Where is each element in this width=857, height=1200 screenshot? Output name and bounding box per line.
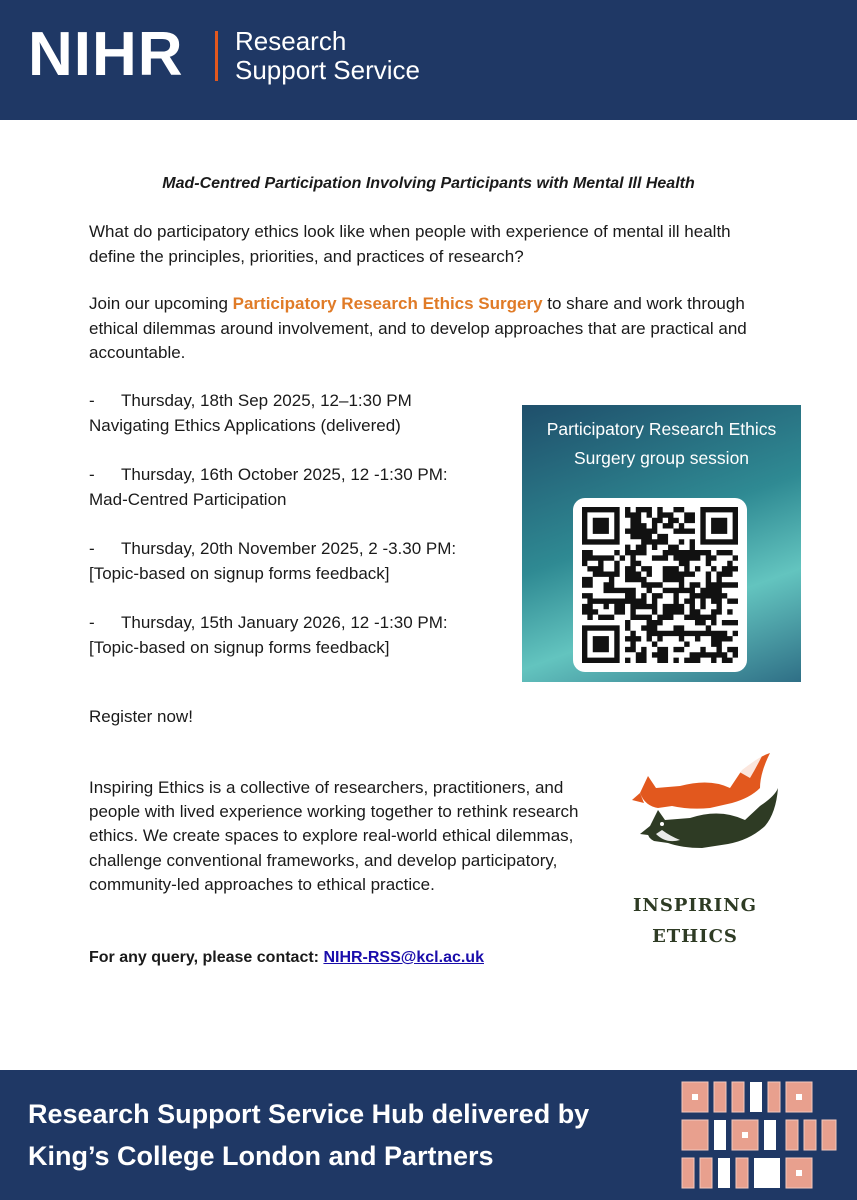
qr-signup-card[interactable] — [522, 405, 801, 682]
session-topic: [Topic-based on signup forms feedback] — [89, 637, 390, 657]
qr-code[interactable] — [573, 498, 747, 672]
session-list — [89, 389, 509, 685]
qr-title-line2: Surgery group session — [573, 448, 750, 468]
footer-text — [28, 1093, 589, 1177]
join-text-after: to share and work through ethical dilemmas around involvement, and to develop approaches that are practical and accountable. — [89, 294, 747, 362]
wordmark-line1: INSPIRING — [632, 895, 758, 916]
logo-subtitle-line2: Support Service — [235, 55, 420, 85]
header-banner — [0, 0, 857, 120]
inspiring-ethics-wordmark — [610, 890, 780, 952]
session-item — [89, 611, 509, 660]
contact-label: For any query, please contact: — [89, 949, 324, 966]
contact-email-link[interactable]: NIHR-RSS@kcl.ac.uk — [323, 949, 484, 966]
wordmark-line2: ETHICS — [652, 926, 738, 947]
footer-banner — [0, 1070, 857, 1200]
contact-line — [89, 949, 484, 967]
surgery-highlight: Participatory Research Ethics Surgery — [232, 294, 543, 313]
join-text-before: Join our upcoming — [89, 294, 233, 313]
logo-subtitle — [235, 27, 420, 85]
session-date: Thursday, 18th Sep 2025, 12–1:30 PM — [121, 391, 412, 410]
session-date: Thursday, 16th October 2025, 12 -1:30 PM: — [121, 465, 448, 484]
page-title: Mad-Centred Participation Involving Participants with Mental Ill Health — [162, 175, 695, 192]
intro-paragraph: What do participatory ethics look like when people with experience of mental ill health define the principles, priorities, and practices of research? — [89, 222, 731, 266]
bullet-dash: - — [89, 391, 95, 410]
footer-line1: Research Support Service Hub delivered by — [28, 1099, 590, 1129]
qr-code-icon — [582, 507, 738, 663]
session-item — [89, 537, 509, 586]
qr-title-line1: Participatory Research Ethics — [546, 419, 777, 439]
nihr-logo: NIHR — [28, 20, 184, 89]
bullet-dash: - — [89, 539, 95, 558]
session-date: Thursday, 20th November 2025, 2 -3.30 PM: — [121, 539, 457, 558]
session-topic: Mad-Centred Participation — [89, 489, 287, 509]
session-item — [89, 463, 509, 512]
logo-divider — [215, 31, 218, 81]
logo-subtitle-line1: Research — [235, 26, 347, 56]
session-item — [89, 389, 509, 438]
qr-card-title — [522, 415, 801, 473]
join-paragraph — [89, 292, 759, 366]
bullet-dash: - — [89, 465, 95, 484]
register-call-to-action: Register now! — [89, 707, 193, 726]
about-paragraph: Inspiring Ethics is a collective of researchers, practitioners, and people with lived experience working together to rethink research ethics. We create spaces to explore real-world ethical dilemmas, challenge conventional frameworks, and develop participatory, community-led approaches to ethical practice. — [89, 778, 579, 894]
session-date: Thursday, 15th January 2026, 12 -1:30 PM: — [121, 613, 448, 632]
footer-line2: King’s College London and Partners — [28, 1141, 494, 1171]
session-topic: [Topic-based on signup forms feedback] — [89, 563, 390, 583]
bullet-dash: - — [89, 613, 95, 632]
session-topic: Navigating Ethics Applications (delivered) — [89, 415, 401, 435]
partners-blocks-icon — [680, 1080, 840, 1190]
